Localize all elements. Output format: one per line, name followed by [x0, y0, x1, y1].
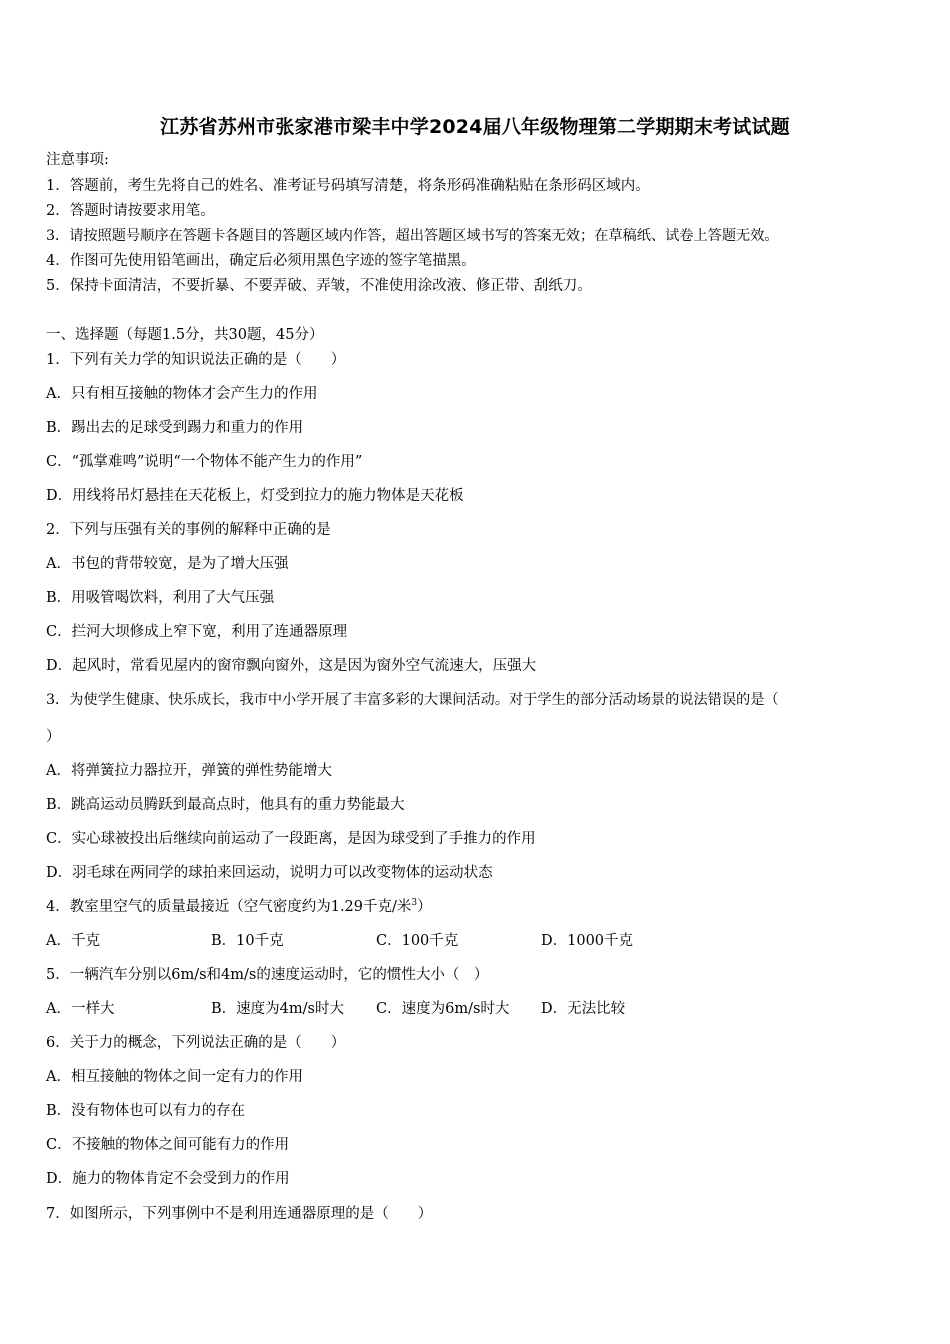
q3-option-d: D．羽毛球在两同学的球拍来回运动，说明力可以改变物体的运动状态 — [46, 865, 493, 881]
section-heading: 一、选择题（每题1.5分，共30题，45分） — [46, 327, 324, 343]
q4-stem-end: ） — [417, 899, 432, 915]
q4-stem — [46, 897, 432, 917]
notice-item-4: 4．作图可先使用铅笔画出，确定后必须用黑色字迹的签字笔描黑。 — [46, 253, 476, 269]
notice-item-5: 5．保持卡面清洁，不要折暴、不要弄破、弄皱，不准使用涂改液、修正带、刮纸刀。 — [46, 278, 592, 294]
q4-stem-text: 4．教室里空气的质量最接近（空气密度约为1.29千克/米 — [46, 899, 412, 915]
q4-option-d: D．1000千克 — [541, 933, 634, 949]
q6-option-c: C．不接触的物体之间可能有力的作用 — [46, 1137, 290, 1153]
q3-option-a: A．将弹簧拉力器拉开，弹簧的弹性势能增大 — [46, 763, 332, 779]
q1-option-c: C．“孤掌难鸣”说明“一个物体不能产生力的作用” — [46, 454, 363, 470]
q2-option-a: A．书包的背带较宽，是为了增大压强 — [46, 556, 289, 572]
q1-option-a: A．只有相互接触的物体才会产生力的作用 — [46, 386, 318, 402]
q4-stem-superscript: 3 — [411, 898, 418, 909]
q7-stem: 7．如图所示，下列事例中不是利用连通器原理的是（ ） — [46, 1206, 433, 1222]
q1-option-d: D．用线将吊灯悬挂在天花板上，灯受到拉力的施力物体是天花板 — [46, 488, 464, 504]
q2-stem: 2．下列与压强有关的事例的解释中正确的是 — [46, 522, 331, 538]
q1-option-b: B．踢出去的足球受到踢力和重力的作用 — [46, 420, 304, 436]
q6-option-b: B．没有物体也可以有力的存在 — [46, 1103, 246, 1119]
q4-option-a: A．千克 — [46, 933, 100, 949]
q6-stem: 6．关于力的概念，下列说法正确的是（ ） — [46, 1035, 346, 1051]
q5-option-c: C．速度为6m/s时大 — [376, 1001, 510, 1017]
q4-option-b: B．10千克 — [211, 933, 284, 949]
q3-stem-end: ） — [46, 729, 61, 745]
notice-item-1: 1．答题前，考生先将自己的姓名、准考证号码填写清楚，将条形码准确粘贴在条形码区域内。 — [46, 178, 650, 194]
q5-option-d: D．无法比较 — [541, 1001, 626, 1017]
q2-option-b: B．用吸管喝饮料，利用了大气压强 — [46, 590, 275, 606]
q5-option-a: A．一样大 — [46, 1001, 115, 1017]
q5-stem: 5．一辆汽车分别以6m/s和4m/s的速度运动时，它的惯性大小（ ） — [46, 967, 489, 983]
q2-option-c: C．拦河大坝修成上窄下宽，利用了连通器原理 — [46, 624, 348, 640]
q1-stem: 1．下列有关力学的知识说法正确的是（ ） — [46, 352, 346, 368]
q4-option-c: C．100千克 — [376, 933, 459, 949]
notice-item-3: 3．请按照题号顺序在答题卡各题目的答题区域内作答，超出答题区域书写的答案无效；在草稿纸、试卷上答题无效。 — [46, 228, 779, 244]
notice-item-2: 2．答题时请按要求用笔。 — [46, 203, 215, 219]
exam-title: 江苏省苏州市张家港市梁丰中学2024届八年级物理第二学期期末考试试题 — [160, 116, 790, 138]
notice-heading: 注意事项: — [46, 152, 109, 168]
q5-option-b: B．速度为4m/s时大 — [211, 1001, 344, 1017]
q3-option-c: C．实心球被投出后继续向前运动了一段距离，是因为球受到了手推力的作用 — [46, 831, 536, 847]
q6-option-d: D．施力的物体肯定不会受到力的作用 — [46, 1171, 290, 1187]
q2-option-d: D．起风时，常看见屋内的窗帘飘向窗外，这是因为窗外空气流速大，压强大 — [46, 658, 537, 674]
q6-option-a: A．相互接触的物体之间一定有力的作用 — [46, 1069, 303, 1085]
q3-stem: 3．为使学生健康、快乐成长，我市中小学开展了丰富多彩的大课间活动。对于学生的部分活动场景的说法错误的是（ — [46, 692, 779, 708]
q3-option-b: B．跳高运动员腾跃到最高点时，他具有的重力势能最大 — [46, 797, 405, 813]
